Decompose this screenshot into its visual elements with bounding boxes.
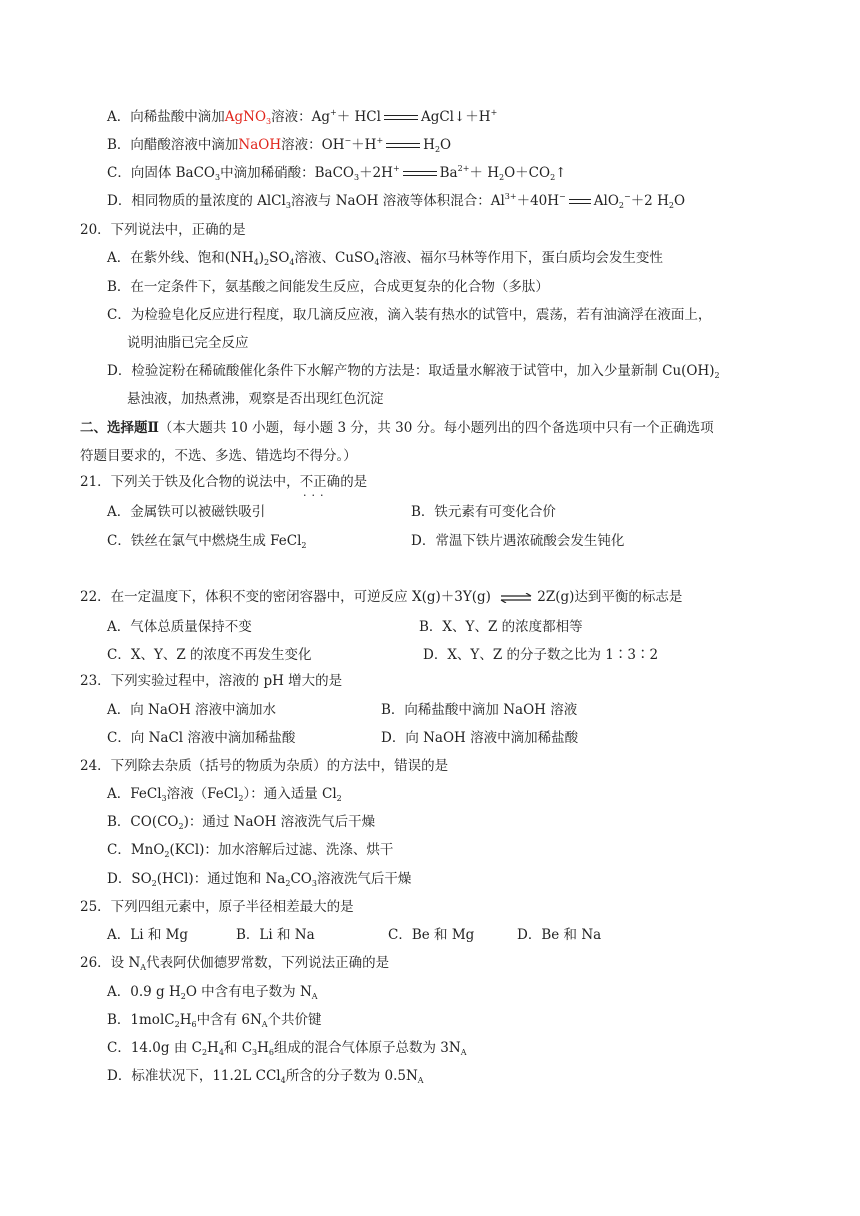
q26-stem: 26．设 $N_A$代表阿伏伽德罗常数，下列说法正确的是 — [80, 955, 390, 972]
q24-option-d: D．$SO_2(HCl)$：通过饱和 $Na_2CO_3$溶液洗气后干燥 — [107, 871, 412, 888]
q25-option-d: D．Be 和 Na — [517, 927, 602, 943]
q20-option-a: A．在紫外线、饱和$(NH_4)_2SO_4$溶液、CuSO$_4$溶液、福尔马林等作用下，蛋白质均会发生变性 — [107, 250, 663, 267]
q26-option-c: C．14.0g 由 $C_2H_4$和 $C_3H_6$组成的混合气体原子总数为 $3N_A$ — [107, 1040, 467, 1057]
q21-option-b: B．铁元素有可变化合价 — [411, 504, 556, 520]
q19-option-c: C．向固体 BaCO$_3$中滴加稀硝酸：BaCO$_3$＋2H+ $Ba^{2+}+$ $H_2O+CO_2↑$ — [107, 164, 567, 182]
q23-option-b: B．向稀盐酸中滴加 NaOH 溶液 — [381, 702, 578, 718]
q26-option-a: A．0.9 g $H_2O$ 中含有电子数为 $N_A$ — [107, 984, 318, 1001]
q21-stem: 21．下列关于铁及化合物的说法中，不正确 ・ ・ ・的是 — [80, 472, 367, 492]
q22-option-b: B．X、Y、Z 的浓度都相等 — [419, 619, 583, 635]
q26-option-b: B．$1molC_2H_6$中含有 $6N_A$个共价键 — [107, 1012, 322, 1029]
q24-option-b: B．$CO(CO_2)$：通过 NaOH 溶液洗气后干燥 — [107, 814, 376, 831]
q20-option-c-line2: 说明油脂已完全反应 — [127, 335, 249, 351]
q23-option-d: D．向 NaOH 溶液中滴加稀盐酸 — [381, 730, 579, 746]
q24-option-c: C．MnO$_2$(KCl)：加水溶解后过滤、洗涤、烘干 — [107, 842, 394, 859]
q19-option-d: D．相同物质的量浓度的 AlCl$_3$溶液与 NaOH 溶液等体积混合：$Al^{3+}+40H^-$ AlO$_2$−＋2 $H_2O$ — [107, 192, 686, 210]
q23-stem: 23．下列实验过程中，溶液的 pH 增大的是 — [80, 673, 343, 689]
q21-option-c: C．铁丝在氯气中燃烧生成 FeCl$_2$ — [107, 533, 307, 550]
q23-option-c: C．向 NaCl 溶液中滴加稀盐酸 — [107, 730, 296, 746]
section2-desc-line2: 符题目要求的，不选、多选、错选均不得分。） — [80, 448, 357, 464]
equals-sign — [569, 197, 591, 207]
q22-option-d: D．X、Y、Z 的分子数之比为 1∶3∶2 — [423, 647, 659, 663]
q19-option-a: A．向稀盐酸中滴加AgNO$_3$溶液：Ag+＋ HCl AgCl↓＋H+ — [107, 108, 498, 126]
q20-option-c-line1: C．为检验皂化反应进行程度，取几滴反应液，滴入装有热水的试管中，震荡，若有油滴浮在液面上， — [107, 307, 712, 323]
q25-option-a: A．Li 和 Mg — [107, 927, 189, 943]
section2-heading: 二、选择题Ⅱ（本大题共 10 小题，每小题 3 分，共 30 分。每小题列出的四个备选项中只有一个正确选项 — [80, 420, 714, 436]
q26-option-d: D．标准状况下，11.2L CCl$_4$所含的分子数为 $0.5N_A$ — [107, 1068, 424, 1085]
q20-stem: 20．下列说法中，正确的是 — [80, 222, 246, 238]
q25-option-b: B．Li 和 Na — [236, 927, 315, 943]
q20-option-b: B．在一定条件下，氨基酸之间能发生反应，合成更复杂的化合物（多肽） — [107, 279, 549, 295]
q21-option-a: A．金属铁可以被磁铁吸引 — [107, 504, 266, 520]
emphasis-dots: 不正确 ・ ・ ・ — [300, 474, 341, 490]
q23-option-a: A．向 NaOH 溶液中滴加水 — [107, 702, 277, 718]
q19-option-b: B．向醋酸溶液中滴加NaOH溶液：OH−＋H+ $H_2O$ — [107, 136, 452, 154]
equals-sign — [386, 141, 420, 151]
equals-sign — [403, 169, 437, 179]
q20-option-d-line1: D．检验淀粉在稀硫酸催化条件下水解产物的方法是：取适量水解液于试管中，加入少量新制 $Cu(OH)_2$ — [107, 363, 720, 380]
q24-stem: 24．下列除去杂质（括号的物质为杂质）的方法中，错误的是 — [80, 758, 449, 774]
q22-stem: 22．在一定温度下，体积不变的密闭容器中，可逆反应 X(g)＋3Y(g) 2Z(g)达到平衡的标志是 — [80, 589, 683, 605]
q22-option-a: A．气体总质量保持不变 — [107, 619, 252, 635]
q25-stem: 25．下列四组元素中，原子半径相差最大的是 — [80, 899, 354, 915]
q20-option-d-line2: 悬浊液，加热煮沸，观察是否出现红色沉淀 — [127, 391, 384, 407]
reversible-arrow-icon — [499, 593, 533, 603]
q21-option-d: D．常温下铁片遇浓硫酸会发生钝化 — [411, 533, 625, 549]
q24-option-a: A．FeCl$_3$溶液（FeCl$_2$）：通入适量 $Cl_2$ — [107, 786, 342, 803]
q25-option-c: C．Be 和 Mg — [388, 927, 475, 943]
equals-sign — [384, 113, 418, 123]
q22-option-c: C．X、Y、Z 的浓度不再发生变化 — [107, 647, 312, 663]
